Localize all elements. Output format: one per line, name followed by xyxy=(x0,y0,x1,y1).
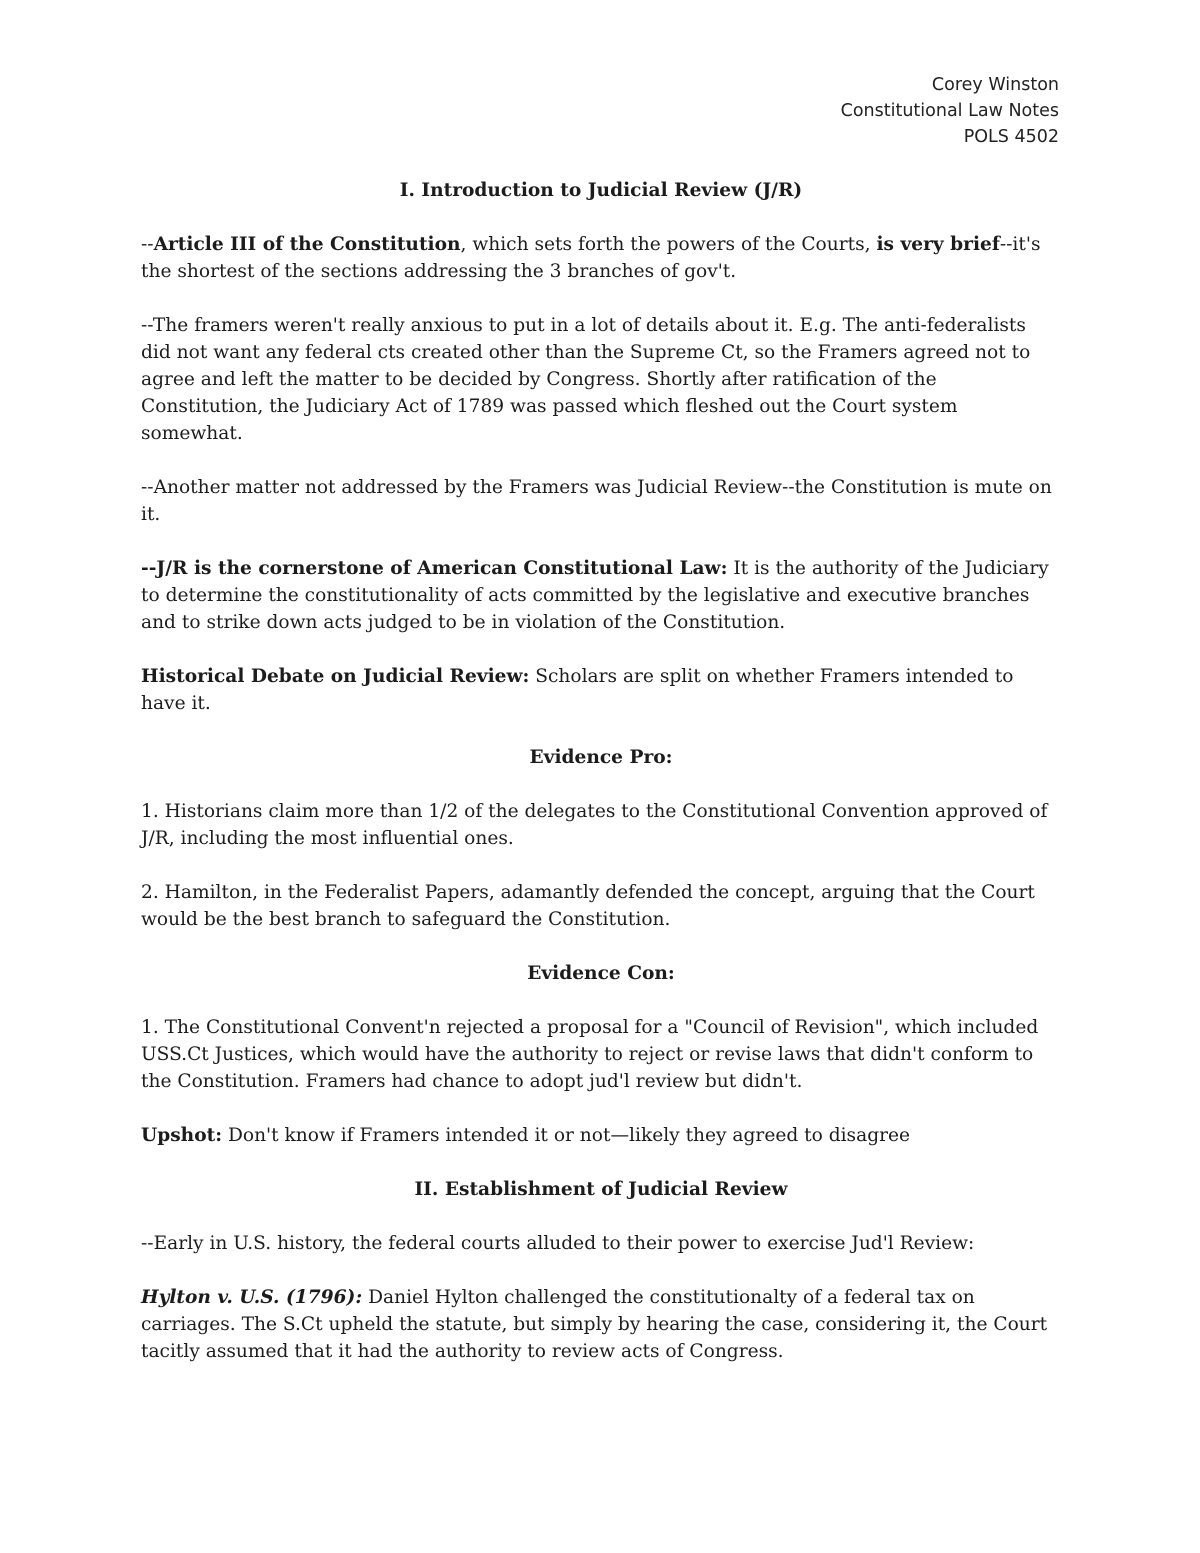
con-item-1: 1. The Constitutional Convent'n rejected a proposal for a "Council of Revision", which included USS.Ct Justices, which would have the authority to reject or revise laws that didn't conform to the Constitution. Framers had chance to adopt jud'l review but didn't. xyxy=(141,1017,1039,1092)
document-body xyxy=(141,177,1061,1392)
pro-item-2: 2. Hamilton, in the Federalist Papers, adamantly defended the concept, arguing that the Court would be the best branch to safeguard the Constitution. xyxy=(141,882,1035,930)
historical-debate-text: Scholars are split on whether Framers intended to have it. xyxy=(141,666,1014,714)
paragraph-early-history: --Early in U.S. history, the federal courts alluded to their power to exercise Jud'l Review: xyxy=(141,1233,975,1254)
article-iii-mid: , which sets forth the powers of the Courts, xyxy=(460,234,877,255)
upshot-text: Don't know if Framers intended it or not—likely they agreed to disagree xyxy=(222,1125,910,1146)
document-title: Constitutional Law Notes xyxy=(840,101,1059,121)
cornerstone-text: It is the authority of the Judiciary to determine the constitutionality of acts committed by the legislative and executive branches and to strike down acts judged to be in violation of the Constitution. xyxy=(141,558,1049,633)
case-citation: Hylton v. U.S. (1796): xyxy=(141,1287,363,1308)
course-code: POLS 4502 xyxy=(963,127,1059,147)
hylton-text: Daniel Hylton challenged the constitutionalty of a federal tax on carriages. The S.Ct upheld the statute, but simply by hearing the case, considering it, the Court tacitly assumed that it had the authority to review acts of Congress. xyxy=(141,1287,1048,1362)
section-2-heading: II. Establishment of Judicial Review xyxy=(414,1179,788,1200)
paragraph-hylton xyxy=(141,1284,1061,1365)
very-brief-bold: is very brief xyxy=(876,234,1000,255)
paragraph-upshot xyxy=(141,1122,1061,1149)
paragraph-historical-debate xyxy=(141,663,1061,717)
evidence-con-heading: Evidence Con: xyxy=(527,963,675,984)
paragraph-framers: --The framers weren't really anxious to put in a lot of details about it. E.g. The anti-federalists did not want any federal cts created other than the Supreme Ct, so the Framers agreed not to agree and left the matter to be decided by Congress. Shortly after ratification of the Constitution, the Judiciary Act of 1789 was passed which fleshed out the Court system somewhat. xyxy=(141,315,1031,444)
author-name: Corey Winston xyxy=(931,75,1059,95)
dash-prefix: -- xyxy=(141,234,154,255)
paragraph-cornerstone xyxy=(141,555,1061,636)
article-iii-bold: Article III of the Constitution xyxy=(153,234,461,255)
cornerstone-bold: --J/R is the cornerstone of American Constitutional Law: xyxy=(141,558,728,579)
pro-item-1: 1. Historians claim more than 1/2 of the delegates to the Constitutional Convention approved of J/R, including the most influential ones. xyxy=(141,801,1048,849)
upshot-bold: Upshot: xyxy=(141,1125,223,1146)
section-1-heading: I. Introduction to Judicial Review (J/R) xyxy=(399,180,803,201)
evidence-pro-heading: Evidence Pro: xyxy=(529,747,673,768)
historical-debate-bold: Historical Debate on Judicial Review: xyxy=(141,666,530,687)
paragraph-article-iii xyxy=(141,231,1061,285)
document-header xyxy=(841,72,1059,150)
article-iii-rest: --it's the shortest of the sections addressing the 3 branches of gov't. xyxy=(141,234,1041,282)
paragraph-not-addressed: --Another matter not addressed by the Framers was Judicial Review--the Constitution is mute on it. xyxy=(141,477,1052,525)
